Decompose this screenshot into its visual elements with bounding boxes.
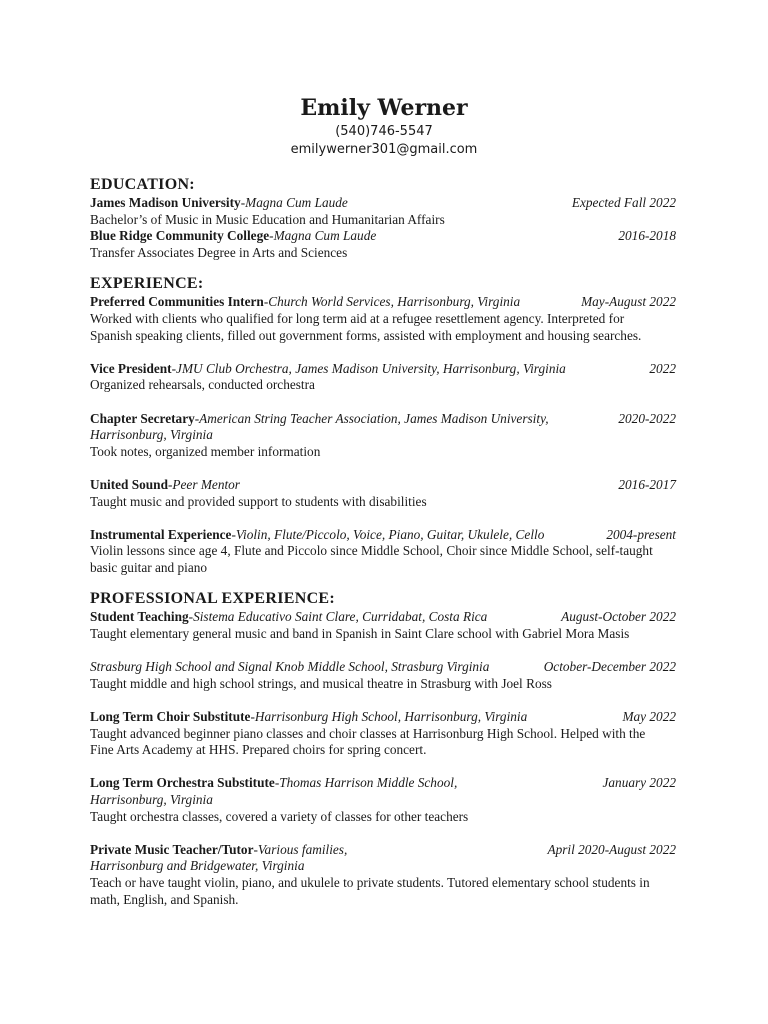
entry-title: Private Music Teacher/Tutor xyxy=(90,841,254,857)
education-entry xyxy=(90,228,676,261)
entry-detail: -Magna Cum Laude xyxy=(240,195,348,210)
entry-description-line: Fine Arts Academy at HHS. Prepared choirs for spring concert. xyxy=(90,742,427,758)
entry-detail: -Thomas Harrison Middle School, xyxy=(274,775,458,791)
entry-detail: -Sistema Educativo Saint Clare, Curridabat, Costa Rica xyxy=(188,609,488,625)
entry-description-line: Teach or have taught violin, piano, and ukulele to private students. Tutored elementary school students in xyxy=(90,874,650,890)
entry-description-line: Violin lessons since age 4, Flute and Piccolo since Middle School, Choir since Middle School, self-taught xyxy=(90,543,653,559)
entry-detail-line2: Harrisonburg, Virginia xyxy=(90,792,213,807)
applicant-name: Emily Werner xyxy=(300,95,468,121)
entry-detail: -Peer Mentor xyxy=(167,476,240,492)
entry-description: Bachelor’s of Music in Music Education and Humanitarian Affairs xyxy=(90,211,445,227)
entry-date: May 2022 xyxy=(622,709,676,725)
entry-title: Long Term Choir Substitute xyxy=(90,709,251,725)
entry-title: Blue Ridge Community College xyxy=(90,228,270,244)
entry-detail: Strasburg High School and Signal Knob Middle School, Strasburg Virginia xyxy=(90,659,490,675)
entry-description: Transfer Associates Degree in Arts and Sciences xyxy=(90,244,348,260)
entry-description-line: Organized rehearsals, conducted orchestra xyxy=(90,377,315,393)
entry-date: October-December 2022 xyxy=(543,659,676,675)
entry-description-line: Taught orchestra classes, covered a variety of classes for other teachers xyxy=(90,808,469,824)
entry-title: Long Term Orchestra Substitute xyxy=(90,775,275,791)
experience-entry xyxy=(90,361,676,394)
entry-detail: -Magna Cum Laude xyxy=(269,228,377,244)
professional-entry xyxy=(90,842,676,908)
entry-title: United Sound xyxy=(90,476,168,492)
entry-description-line: Spanish speaking clients, filled out government forms, assisted with employment and housing searches. xyxy=(90,327,642,343)
entry-date: 2016-2018 xyxy=(618,228,676,244)
entry-description-line: Worked with clients who qualified for long term aid at a refugee resettlement agency. Interpreted for xyxy=(90,310,625,326)
education-section xyxy=(90,175,676,261)
entry-date: 2016-2017 xyxy=(618,476,676,492)
section-heading-professional: PROFESSIONAL EXPERIENCE: xyxy=(90,590,336,608)
professional-entry xyxy=(90,609,676,642)
experience-entry xyxy=(90,411,676,461)
professional-experience-section xyxy=(90,589,676,908)
entry-detail: -Violin, Flute/Piccolo, Voice, Piano, Guitar, Ukulele, Cello xyxy=(231,526,545,542)
entry-title: Chapter Secretary xyxy=(90,410,195,426)
experience-entry xyxy=(90,527,676,577)
entry-title: Instrumental Experience xyxy=(90,526,232,542)
entry-date: 2004-present xyxy=(606,526,676,542)
entry-description-line: basic guitar and piano xyxy=(90,559,208,575)
entry-detail-line2: Harrisonburg and Bridgewater, Virginia xyxy=(90,858,305,874)
entry-date: May-August 2022 xyxy=(581,294,676,310)
professional-entry xyxy=(90,775,676,825)
education-entry xyxy=(90,195,676,228)
resume-header xyxy=(0,93,768,159)
entry-title: Preferred Communities Intern xyxy=(90,294,264,310)
entry-description-line: Taught middle and high school strings, and musical theatre in Strasburg with Joel Ross xyxy=(90,675,552,691)
email-address: emilywerner301@gmail.com xyxy=(290,142,478,157)
resume-body xyxy=(90,175,676,908)
entry-date: Expected Fall 2022 xyxy=(571,195,676,210)
entry-description-line: Taught music and provided support to students with disabilities xyxy=(90,493,427,509)
entry-detail-line2: Harrisonburg, Virginia xyxy=(90,427,213,443)
entry-detail: -Church World Services, Harrisonburg, Virginia xyxy=(263,294,521,310)
entry-detail: -American String Teacher Association, James Madison University, xyxy=(194,410,549,426)
entry-title: Student Teaching xyxy=(90,609,189,625)
experience-section xyxy=(90,274,676,576)
entry-date: April 2020-August 2022 xyxy=(547,841,676,857)
phone-number: (540)746-5547 xyxy=(335,124,433,139)
entry-description-line: math, English, and Spanish. xyxy=(90,891,239,907)
entry-description-line: Taught elementary general music and band in Spanish in Saint Clare school with Gabriel Mora Masis xyxy=(90,626,630,642)
entry-date: August-October 2022 xyxy=(561,609,676,625)
experience-entry xyxy=(90,294,676,344)
entry-description-line: Took notes, organized member information xyxy=(90,443,321,459)
entry-date: January 2022 xyxy=(602,775,676,791)
entry-date: 2020-2022 xyxy=(618,410,676,426)
entry-detail: -Harrisonburg High School, Harrisonburg, Virginia xyxy=(250,709,528,725)
entry-title: Vice President xyxy=(90,360,172,376)
entry-title: James Madison University xyxy=(90,195,241,210)
section-heading-experience: EXPERIENCE: xyxy=(90,275,204,293)
experience-entry xyxy=(90,477,676,510)
entry-detail: -Various families, xyxy=(253,841,348,857)
professional-entry xyxy=(90,709,676,759)
entry-detail: -JMU Club Orchestra, James Madison University, Harrisonburg, Virginia xyxy=(171,360,566,376)
section-heading-education: EDUCATION: xyxy=(90,176,195,193)
professional-entry xyxy=(90,659,676,692)
entry-description-line: Taught advanced beginner piano classes and choir classes at Harrisonburg High School. Helped with the xyxy=(90,725,646,741)
entry-date: 2022 xyxy=(649,360,676,376)
